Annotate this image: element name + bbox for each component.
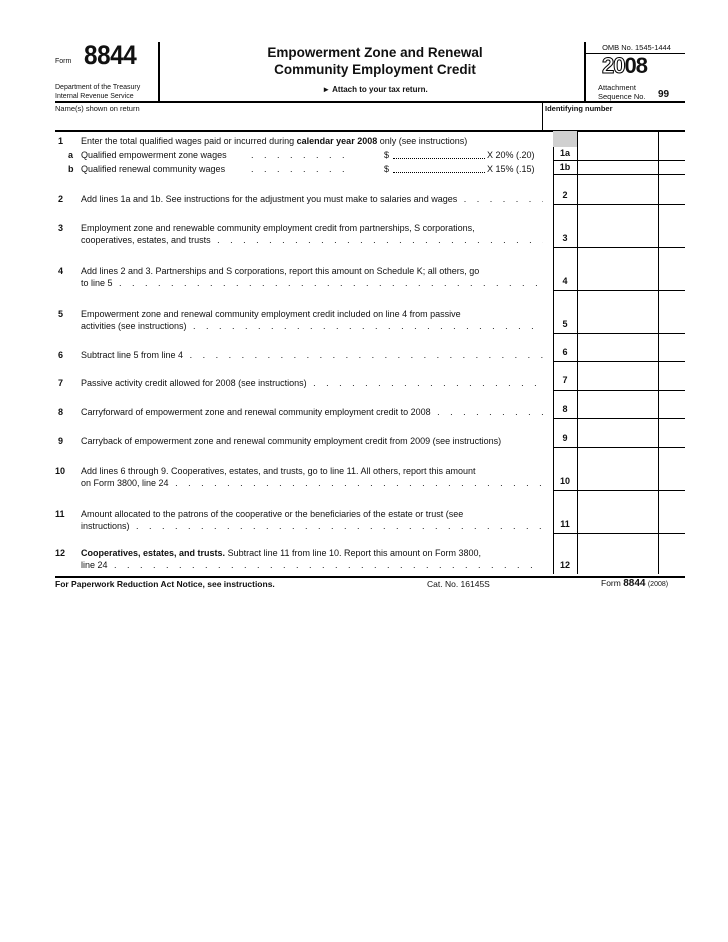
form-bottom-rule-2 [55,577,685,578]
line-4-text-group [81,265,543,289]
footer-year: (2008) [647,581,669,588]
form-word: Form [55,58,72,65]
line-12-bold: Cooperatives, estates, and trusts. [81,548,226,558]
line-2-label: 2 [562,190,568,200]
tax-year-bold: 08 [624,53,647,78]
line-1a-dollar: $ [384,150,390,160]
line-3-rule [553,247,685,248]
line-1-number: 1 [58,136,64,146]
line-12-text-1-group [81,547,543,559]
line-3-text-2: cooperatives, estates, and trusts . . . [81,234,543,246]
line-7-text-group [81,377,543,389]
line-5-amount[interactable] [579,319,657,332]
attachment-label: Attachment [598,83,636,92]
line-8-text-group [81,406,543,418]
header-divider-left [158,42,160,102]
title-line-2: Community Employment Credit [274,62,476,77]
title-line-1: Empowerment Zone and Renewal [267,45,483,60]
omb-number: OMB No. 1545-1444 [602,43,671,52]
line-1b-text: Qualified renewal community wages [81,164,226,174]
line-12-number: 12 [55,548,66,558]
line-1-text-group [81,135,543,147]
line-1b-label: 1b [559,162,571,172]
line-1a-letter: a [68,150,74,160]
line-7-rule [553,390,685,391]
line-6-label: 6 [562,347,568,357]
line-1-tail: only (see instructions) [379,136,468,146]
header-divider-right [584,42,586,102]
line-11-rule [553,533,685,534]
line-11-text-1: Amount allocated to the patrons of the cooperative or the beneficiaries of the estate or trust (see [81,509,464,519]
irs: Internal Revenue Service [55,93,134,100]
department: Department of the Treasury [55,84,141,91]
attach-note: ► Attach to your tax return. [322,85,428,94]
tax-year [602,53,647,79]
line-2-number: 2 [58,194,64,204]
names-bottom-rule [55,130,685,132]
line-7-label: 7 [562,375,568,385]
line-3-text-group [81,222,543,246]
line-8-number: 8 [58,407,64,417]
paperwork-notice: For Paperwork Reduction Act Notice, see instructions. [55,579,275,589]
footer-form-number: 8844 [623,578,646,589]
line-9-amount[interactable] [579,433,657,446]
line-12-label: 12 [559,560,570,570]
line-5-text-group [81,308,543,332]
line-1b-wages-input[interactable] [393,163,485,173]
line-11-label: 11 [560,519,570,529]
line-8-text: Carryforward of empowerment zone and renewal community employment credit to 2008 . . . [81,406,543,418]
line-5-text-2: activities (see instructions) . . . [81,320,543,332]
line-4-amount[interactable] [579,276,657,289]
line-4-rule [553,290,685,291]
line-9-rule [553,447,685,448]
line-6-amount[interactable] [579,347,657,360]
line-1b-letter: b [68,164,74,174]
line-1a-label: 1a [559,148,570,158]
line-1b-leader: . . . . . . . . [251,164,349,174]
names-label: Name(s) shown on return [55,104,140,113]
line-5-label: 5 [562,319,568,329]
line-1a-amount[interactable] [579,148,657,160]
line-1b-multiplier: X 15% (.15) [487,164,535,174]
line-7-amount[interactable] [579,375,657,388]
line-1b-rule [553,174,685,175]
line-10-amount[interactable] [579,476,657,489]
line-12-amount[interactable] [579,559,657,572]
line-1-bold: calendar year 2008 [296,136,378,146]
tax-year-outline: 20 [602,53,625,78]
line-12-text-group [81,547,543,571]
line-1b-dollar: $ [384,164,390,174]
identifying-number-field[interactable] [545,115,683,128]
line-3-text-1: Employment zone and renewable community employment credit from partnerships, S corporations, [81,223,475,233]
line-11-number: 11 [55,509,65,519]
line-1a-multiplier: X 20% (.20) [487,150,535,160]
line-10-text-2: on Form 3800, line 24 . . . [81,477,543,489]
line-2-text: Add lines 1a and 1b. See instructions for the adjustment you must make to salaries and wages . . . [81,193,543,205]
header-bottom-rule [55,101,685,103]
line-2-rule [553,204,685,205]
line-11-text-2: instructions) . . . [81,520,543,532]
form-8844 [55,38,685,590]
line-8-label: 8 [562,404,568,414]
line-7-text: Passive activity credit allowed for 2008 (see instructions) . . . [81,377,543,389]
line-10-number: 10 [55,466,66,476]
line-5-rule [553,333,685,334]
line-6-rule [553,361,685,362]
line-2-amount[interactable] [579,190,657,203]
line-6-number: 6 [58,350,64,360]
name-field[interactable] [58,115,538,128]
name-id-divider [542,101,543,130]
line-6-text-group [81,349,543,361]
sequence-number: 99 [658,89,670,100]
line-10-label: 10 [559,476,570,486]
footer-form-id [601,578,668,589]
line-3-number: 3 [58,223,64,233]
line-9-text: Carryback of empowerment zone and renewal community employment credit from 2009 (see instructions) [81,436,502,446]
line-1b-amount[interactable] [579,162,657,174]
form-number: 8844 [84,40,137,70]
line-9-number: 9 [58,436,64,446]
line-4-text-2: to line 5 . . . [81,277,543,289]
line-1a-text: Qualified empowerment zone wages [81,150,227,160]
catalog-number: Cat. No. 16145S [427,579,490,589]
line-5-number: 5 [58,309,64,319]
sequence-label: Sequence No. [598,92,646,101]
line-12-text-2: line 24 . . . [81,559,543,571]
line-10-text-group [81,465,543,489]
line-6-text: Subtract line 5 from line 4 . . . [81,349,543,361]
line-9-text-group [81,435,543,447]
cents-col-divider [658,130,659,574]
line-1-text: Enter the total qualified wages paid or incurred during [81,136,295,146]
line-10-text-1: Add lines 6 through 9. Cooperatives, estates, and trusts, go to line 11. All others, report this amount [81,466,476,476]
line-12-text-1: Subtract line 11 from line 10. Report this amount on Form 3800, [227,548,482,558]
line-4-text-1: Add lines 2 and 3. Partnerships and S corporations, report this amount on Schedule K; all others, go [81,266,480,276]
line-7-number: 7 [58,378,64,388]
line-8-rule [553,418,685,419]
label-col-right [577,130,578,574]
line-1a-leader: . . . . . . . . [251,150,349,160]
line-3-label: 3 [562,233,568,243]
line-4-number: 4 [58,266,64,276]
line-11-text-group [81,508,543,532]
line1-shade [553,131,577,147]
line-10-rule [553,490,685,491]
line-5-text-1: Empowerment zone and renewal community employment credit included on line 4 from passive [81,309,461,319]
footer-form-word: Form [601,578,621,588]
line-4-label: 4 [562,276,568,286]
line-11-amount[interactable] [579,519,657,532]
form-title [215,44,535,78]
line-1a-wages-input[interactable] [393,149,485,159]
identifying-number-label: Identifying number [545,104,613,113]
line-3-amount[interactable] [579,233,657,246]
line-9-label: 9 [562,433,568,443]
line-8-amount[interactable] [579,404,657,417]
line-2-text-group [81,193,543,205]
